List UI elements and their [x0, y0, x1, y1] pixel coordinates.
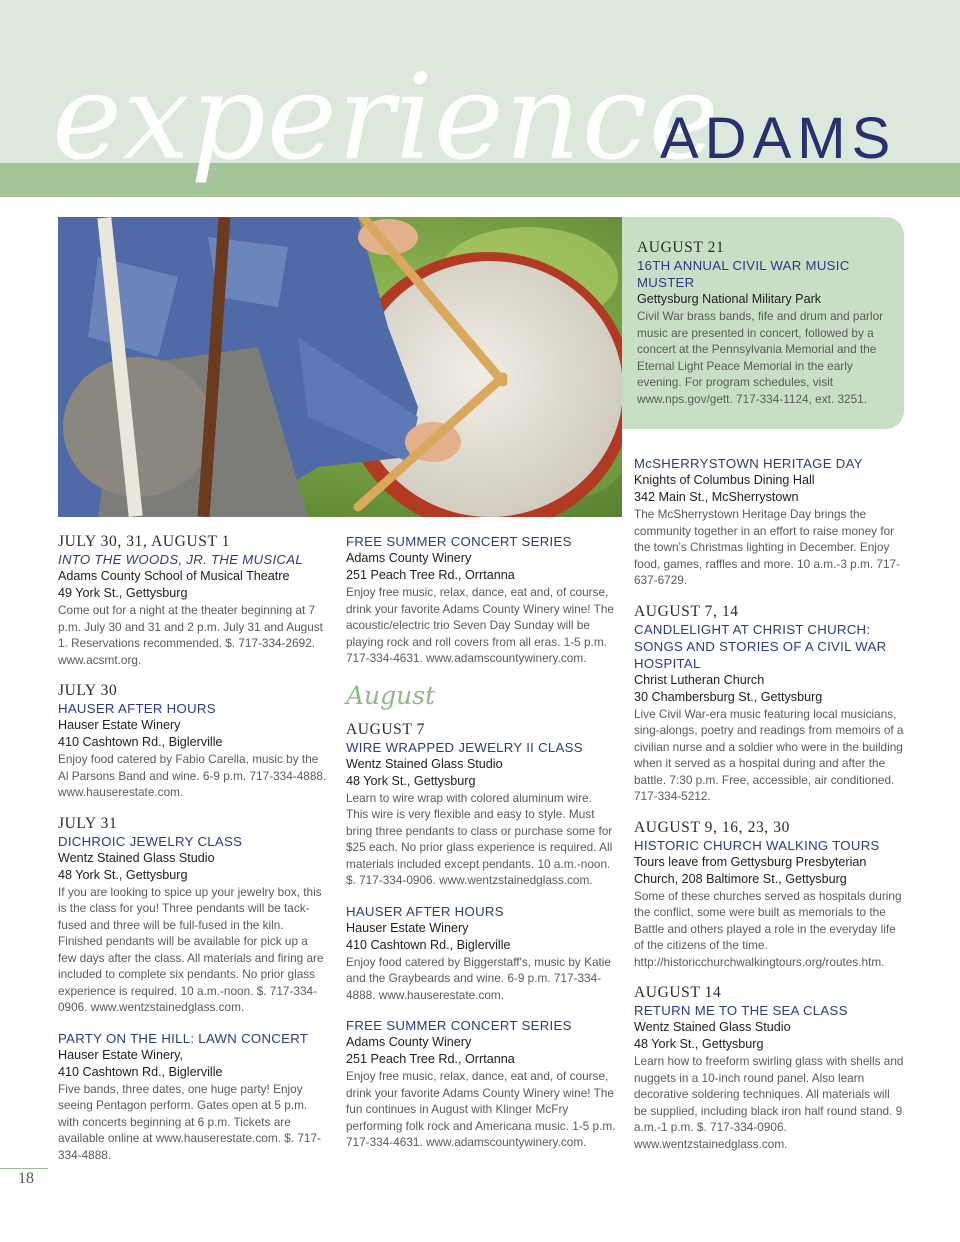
event-address: 342 Main St., McSherrystown: [634, 490, 799, 504]
feature-description: Civil War brass bands, fife and drum and parlor music are presented in concert, followed by a concert at the Pennsylvania Memorial and the Eternal Light Peace Memorial in the early evening. For program schedules, visit www.nps.gov/gett. 717-334-1124, ext. 3251.: [637, 309, 884, 406]
feature-title-line2: MUSTER: [637, 275, 695, 290]
event-address: 48 York St., Gettysburg: [58, 867, 188, 882]
event-title: FREE SUMMER CONCERT SERIES: [346, 1018, 572, 1033]
event-description: Learn to wire wrap with colored aluminum wire. This wire is very flexible and easy to style. Must bring three pendants to class or purchase some for $25 each. No prior glass experience is required. All materials included except pendants. 10 a.m.-noon. $. 717-334-0906. www.wentzstainedglass.com.: [346, 790, 613, 887]
drummer-photo: [58, 217, 622, 517]
event-listing: [346, 1017, 616, 1151]
event-venue: Knights of Columbus Dining Hall: [634, 473, 815, 487]
event-address: 410 Cashtown Rd., Biglerville: [346, 937, 511, 952]
section-script-title: experience: [52, 48, 720, 186]
event-listing: [346, 721, 616, 889]
event-date: JULY 30, 31, AUGUST 1: [58, 533, 231, 550]
event-venue: Hauser Estate Winery: [58, 718, 181, 732]
event-title: FREE SUMMER CONCERT SERIES: [346, 534, 572, 549]
event-venue: Adams County Winery: [346, 1035, 472, 1049]
event-description: Learn how to freeform swirling glass with shells and nuggets in a 10-inch round panel. Also learn decorative soldering techniques. All materials will be supplied, including black iron half round stand. 9 a.m.-1 p.m. $. 717-334-0906. www.wentzstainedglass.com.: [634, 1054, 904, 1151]
event-description: If you are looking to spice up your jewelry box, this is the class for you! Three pendants will be tack-fused and three will be full-fused in the kiln. Finished pendants will be available for pick up a few days after the class. All materials and firing are included to complete six pendants. No prior glass experience is required. 10 a.m.-noon. $. 717-334-0906. www.wentzstainedglass.com.: [58, 884, 324, 1014]
event-address: 410 Cashtown Rd., Biglerville: [58, 1064, 223, 1079]
event-description: Enjoy free music, relax, dance, eat and, of course, drink your favorite Adams County Winery wine! The fun continues in August with Klinger McFry performing folk rock and Americana music. 1-5 p.m. 717-334-4631. www.adamscountywinery.com.: [346, 1069, 616, 1149]
county-title: ADAMS: [660, 106, 897, 171]
event-venue: Christ Lutheran Church: [634, 672, 765, 687]
event-address: 49 York St., Gettysburg: [58, 586, 188, 600]
column-middle: [346, 533, 616, 1165]
event-venue: Wentz Stained Glass Studio: [634, 1020, 791, 1034]
event-date: AUGUST 14: [634, 984, 722, 1001]
event-listing: [346, 903, 616, 1004]
event-listing: [346, 533, 616, 667]
event-listing: [634, 603, 906, 805]
event-title: WIRE WRAPPED JEWELRY II CLASS: [346, 739, 583, 755]
event-title: HAUSER AFTER HOURS: [58, 701, 216, 716]
feature-date: AUGUST 21: [637, 239, 725, 256]
event-title: PARTY ON THE HILL: LAWN CONCERT: [58, 1030, 309, 1046]
event-address: 251 Peach Tree Rd., Orrtanna: [346, 568, 515, 582]
event-venue: Hauser Estate Winery,: [58, 1047, 184, 1062]
event-date: JULY 30: [58, 682, 118, 699]
event-title: HISTORIC CHURCH WALKING TOURS: [634, 837, 880, 853]
event-title: CANDLELIGHT AT CHRIST CHURCH: SONGS AND STORIES OF A CIVIL WAR HOSPITAL: [634, 621, 887, 671]
event-date: AUGUST 7: [346, 720, 426, 738]
event-venue: Adams County School of Musical Theatre: [58, 569, 290, 583]
event-venue: Adams County Winery: [346, 551, 472, 565]
event-description: Come out for a night at the theater beginning at 7 p.m. July 30 and 31 and 2 p.m. July 31 and August 1. Reservations recommended. $. 717-334-2692. www.acsmt.org.: [58, 603, 323, 667]
event-venue: Wentz Stained Glass Studio: [346, 756, 503, 771]
event-address: 410 Cashtown Rd., Biglerville: [58, 735, 223, 749]
event-description: Live Civil War-era music featuring local musicians, sing-alongs, poetry and readings from memoirs of a civilian nurse and a soldier who were in the building when it served as a hospital during and after the battle. 7:30 p.m. Free, accessible, air conditioned. 717-334-5212.: [634, 706, 904, 803]
column-left: [58, 533, 328, 1177]
event-listing: [58, 815, 328, 1016]
event-listing: [634, 819, 906, 971]
event-date: AUGUST 9, 16, 23, 30: [634, 818, 790, 836]
event-description: Some of these churches served as hospitals during the conflict, some were built as memorials to the Battle and others played a role in the everyday life of the citizens of the time. http://historicchurchwalkingtours.org/routes.htm.: [634, 888, 902, 969]
event-date: AUGUST 7, 14: [634, 602, 739, 620]
event-address: 48 York St., Gettysburg: [346, 773, 476, 788]
event-description: Enjoy free music, relax, dance, eat and, of course, drink your favorite Adams County Winery wine! The acoustic/electric trio Seven Day Sunday will be playing rock and roll covers from all eras. 1-5 p.m. 717-334-4631. www.adamscountywinery.com.: [346, 585, 614, 665]
event-venue: Tours leave from Gettysburg Presbyterian Church, 208 Baltimore St., Gettysburg: [634, 854, 867, 886]
event-title: McSHERRYSTOWN HERITAGE DAY: [634, 456, 863, 471]
event-address: 30 Chambersburg St., Gettysburg: [634, 689, 823, 704]
event-title: RETURN ME TO THE SEA CLASS: [634, 1003, 848, 1018]
column-right: [634, 455, 906, 1166]
feature-venue: Gettysburg National Military Park: [637, 292, 822, 306]
page-number: 18: [18, 1170, 34, 1187]
event-address: 251 Peach Tree Rd., Orrtanna: [346, 1052, 515, 1066]
event-listing: [58, 1030, 328, 1164]
event-address: 48 York St., Gettysburg: [634, 1037, 764, 1051]
event-title: INTO THE WOODS, JR. THE MUSICAL: [58, 552, 303, 567]
event-venue: Hauser Estate Winery: [346, 920, 469, 935]
event-listing: [58, 682, 328, 801]
event-description: The McSherrystown Heritage Day brings the community together in an effort to raise money for the town's Christmas lighting in December. Enjoy food, games, raffles and more. 10 a.m.-3 p.m. 717-637-6729.: [634, 507, 901, 587]
event-listing: [634, 455, 906, 589]
page-number-rule: [0, 1168, 48, 1169]
event-date: JULY 31: [58, 814, 118, 832]
featured-event-box: [622, 217, 904, 429]
event-listing: [58, 533, 328, 668]
event-description: Five bands, three dates, one huge party! Enjoy seeing Pentagon perform. Gates open at 5 p.m. with concerts beginning at 6 p.m. Tickets are available online at www.hauserestate.com. $. 717-334-4888.: [58, 1081, 321, 1162]
feature-title: 16TH ANNUAL CIVIL WAR MUSIC: [637, 258, 850, 273]
event-title: DICHROIC JEWELRY CLASS: [58, 833, 243, 849]
event-venue: Wentz Stained Glass Studio: [58, 850, 215, 865]
month-heading: August: [346, 680, 436, 710]
event-listing: [634, 984, 906, 1152]
event-description: Enjoy food catered by Fabio Carella, music by the Al Parsons Band and wine. 6-9 p.m. 717-334-4888. www.hauserestate.com.: [58, 752, 327, 799]
event-description: Enjoy food catered by Biggerstaff's, music by Katie and the Graybeards and wine. 6-9 p.m. 717-334-4888. www.hauserestate.com.: [346, 954, 611, 1002]
event-title: HAUSER AFTER HOURS: [346, 903, 504, 919]
